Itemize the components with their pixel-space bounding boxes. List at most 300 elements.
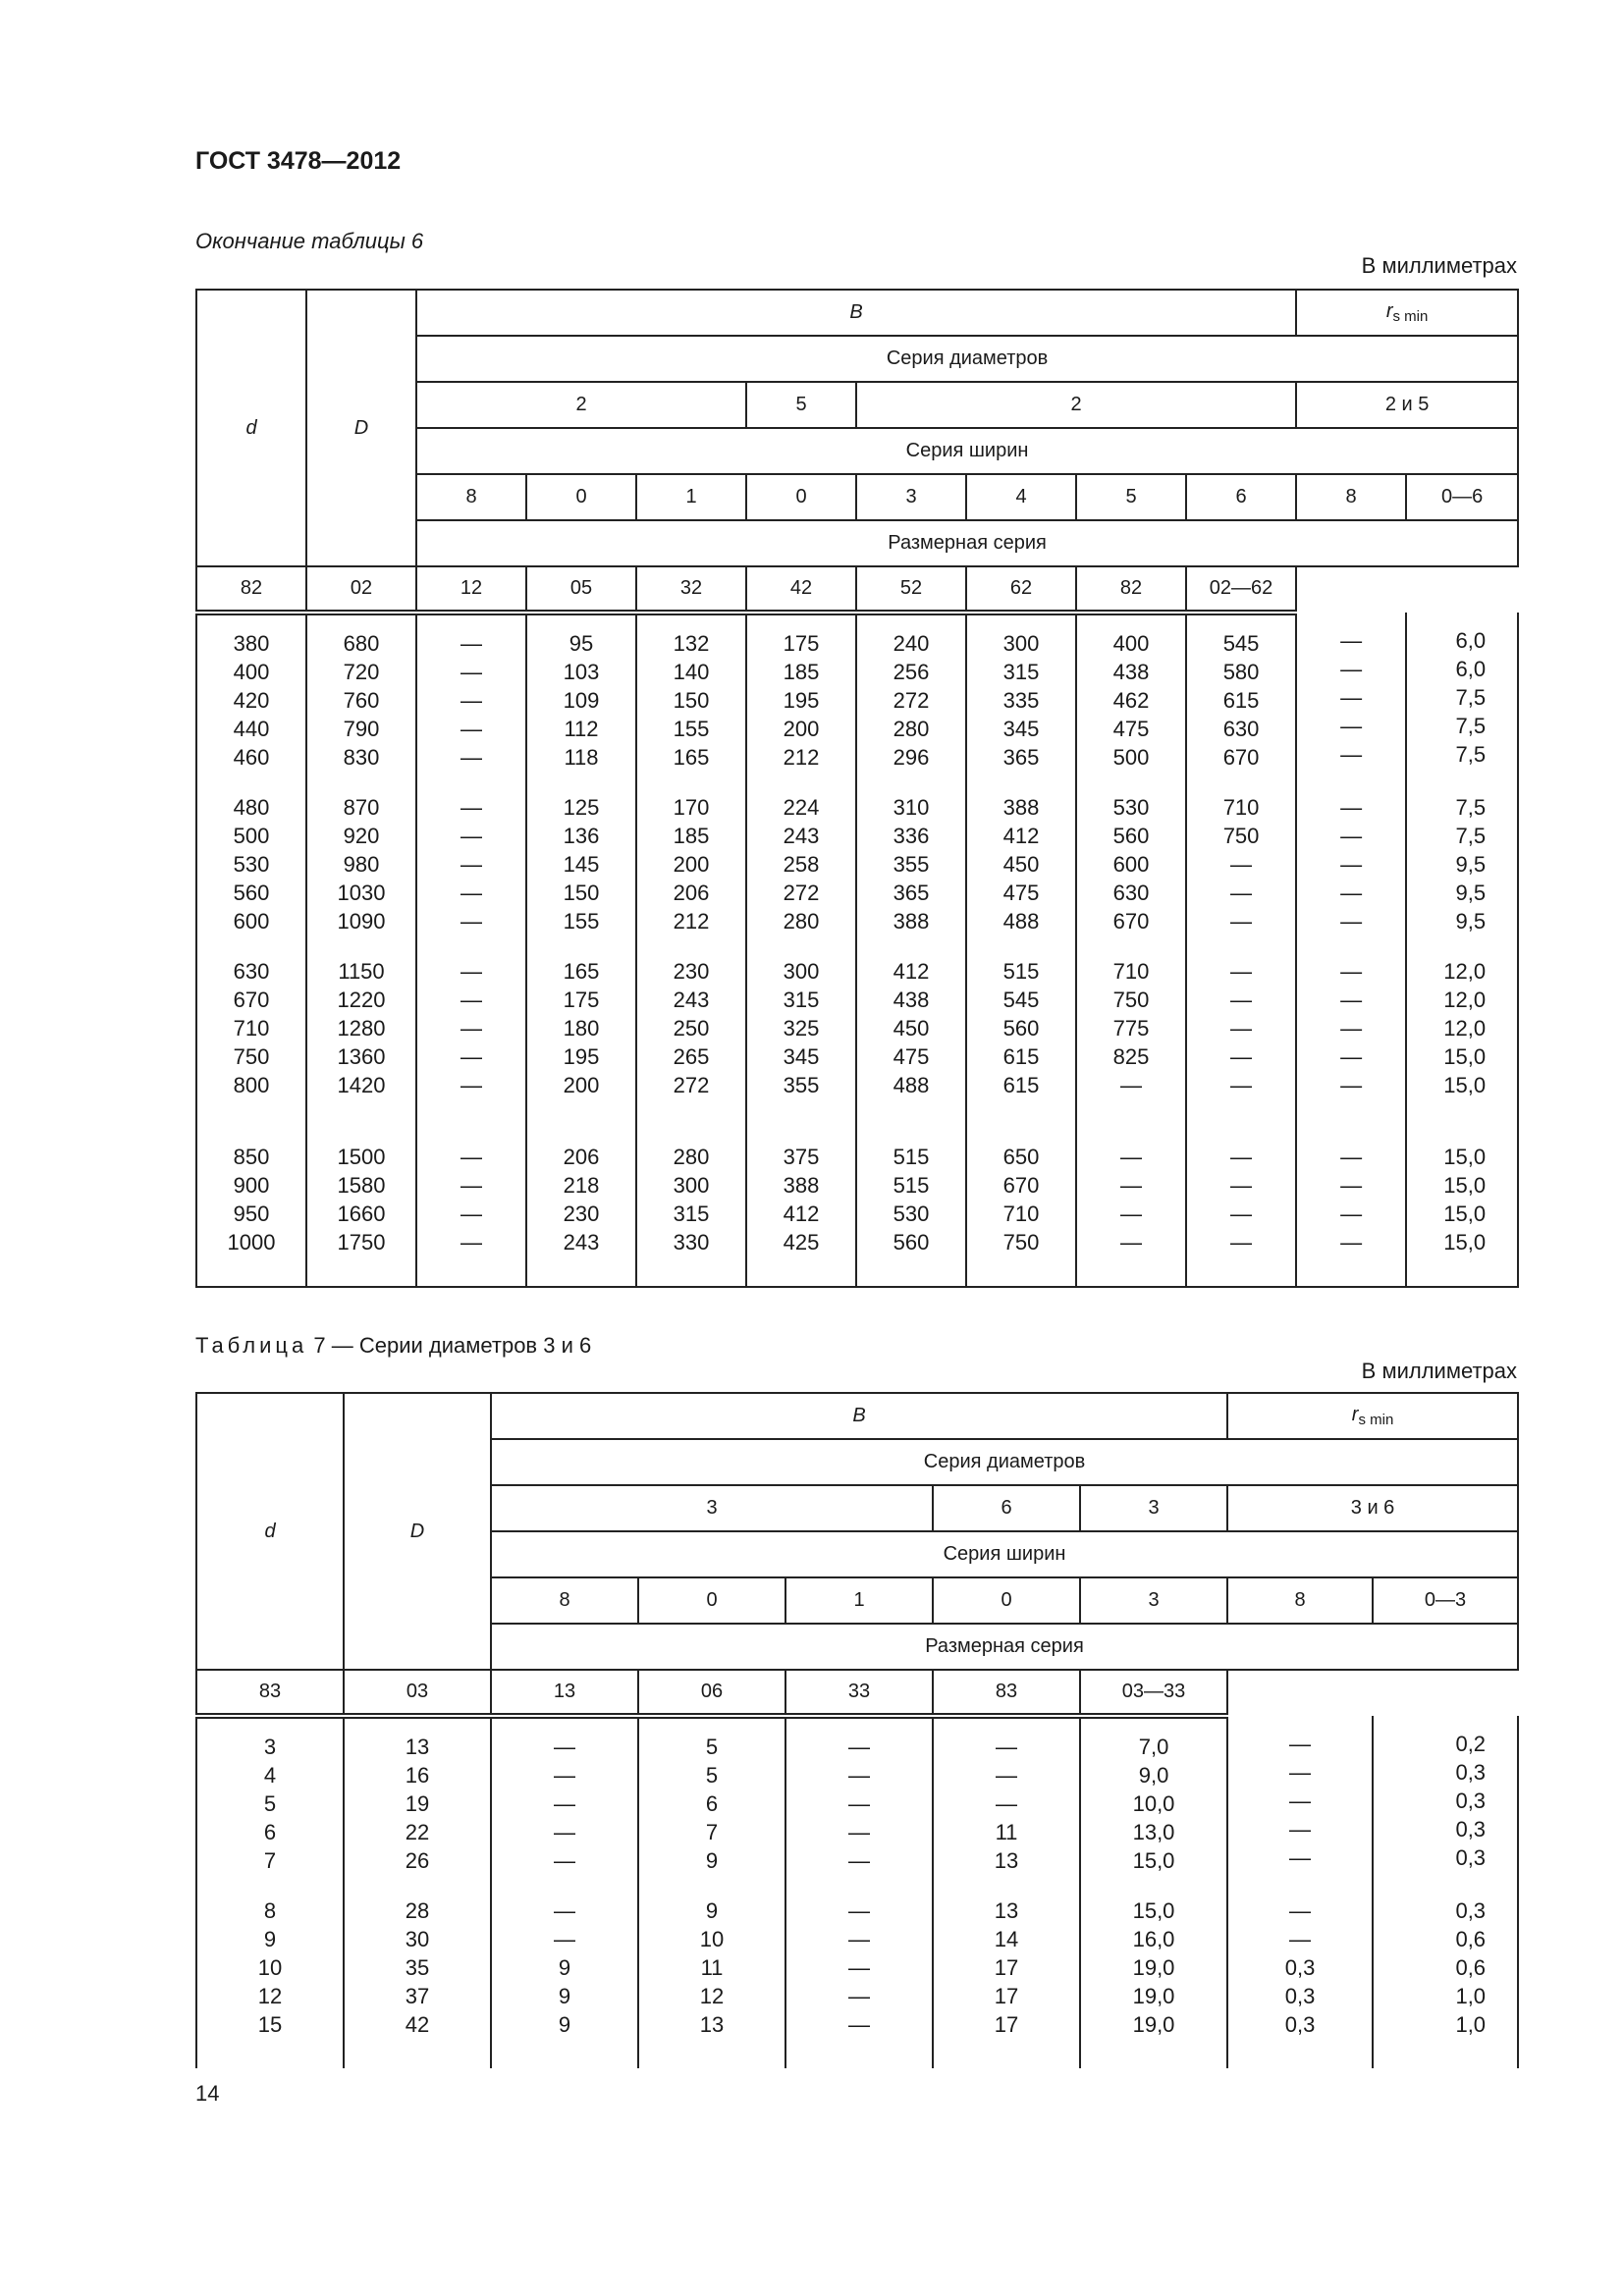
cell-value: 870 [343,795,380,820]
cell-value: — [1340,959,1363,984]
table7 [195,1392,1519,2068]
cell-value: 530 [233,852,270,877]
cell-value: 750 [1002,1230,1040,1255]
size-series-label: Размерная серия [491,1624,1518,1670]
cell-value: — [1340,714,1363,738]
cell-value: 12,0 [1443,1016,1487,1041]
diam-series-cell: 2 [856,382,1296,428]
cell-value: 10 [257,1955,283,1980]
table-cell [306,779,416,943]
cell-value: 1280 [337,1016,386,1041]
cell-value: 560 [233,881,270,905]
cell-value: 243 [783,824,820,848]
table-cell [196,779,306,943]
cell-value: — [1230,909,1253,934]
cell-value: 19,0 [1132,1984,1175,2008]
col-header-rs: $r_{s min}$ [1296,290,1518,336]
cell-value: 425 [783,1230,820,1255]
cell-value: 7,0 [1138,1735,1169,1759]
cell-value: 412 [893,959,930,984]
table-row-group [196,1716,1518,1883]
cell-value: 37 [405,1984,430,2008]
cell-value: 825 [1112,1044,1150,1069]
width-series-cell: 8 [1296,474,1406,520]
cell-value: — [1230,852,1253,877]
cell-value: 19 [405,1791,430,1816]
cell-value: 600 [1112,852,1150,877]
cell-value: 26 [405,1848,430,1873]
cell-value: — [1340,988,1363,1012]
cell-value: 17 [994,1984,1019,2008]
table-cell [856,779,966,943]
cell-value: 462 [1112,688,1150,713]
cell-value: — [848,1955,870,1980]
cell-value: — [1120,1073,1142,1097]
cell-value: 9,5 [1455,852,1487,877]
cell-value: 9 [705,1848,719,1873]
cell-value: 272 [673,1073,710,1097]
cell-value: — [996,1763,1017,1788]
cell-value: 365 [1002,745,1040,770]
cell-value: — [460,717,482,741]
cell-value: — [848,1984,870,2008]
table-cell [196,613,306,779]
cell-value: 240 [893,631,930,656]
cell-value: 420 [233,688,270,713]
cell-value: — [1120,1230,1142,1255]
cell-value: 1360 [337,1044,386,1069]
size-series-label: Размерная серия [416,520,1518,566]
cell-value: — [1340,852,1363,877]
table6-units: В миллиметрах [1361,253,1517,278]
table-cell [746,613,856,779]
table-cell [856,613,966,779]
size-series-cell: 03 [344,1670,491,1716]
cell-value: 165 [673,745,710,770]
cell-value: — [1230,1016,1253,1041]
cell-value: — [1340,909,1363,934]
col-header-d: d [196,1393,344,1670]
width-series-cell: 3 [1080,1577,1227,1624]
cell-value: — [996,1735,1017,1759]
cell-value: 315 [1002,660,1040,684]
cell-value: 1660 [337,1201,386,1226]
table-cell [1080,1716,1227,1883]
cell-value: 460 [233,745,270,770]
cell-value: 335 [1002,688,1040,713]
cell-value: 440 [233,717,270,741]
cell-value: 256 [893,660,930,684]
cell-value: 0,3 [1455,1789,1487,1813]
cell-value: 10,0 [1132,1791,1175,1816]
cell-value: 1000 [227,1230,276,1255]
cell-value: — [1230,1173,1253,1198]
cell-value: 300 [783,959,820,984]
cell-value: — [460,1230,482,1255]
col-header-B: B [491,1393,1227,1439]
cell-value: 365 [893,881,930,905]
cell-value: 35 [405,1955,430,1980]
cell-value: 6,0 [1455,657,1487,681]
cell-value: 450 [1002,852,1040,877]
cell-value: 560 [893,1230,930,1255]
cell-value: 325 [783,1016,820,1041]
cell-value: — [1340,1145,1363,1169]
size-series-cell: 52 [856,566,966,613]
cell-value: 680 [343,631,380,656]
cell-value: 272 [893,688,930,713]
cell-value: 112 [564,717,599,741]
cell-value: 412 [1002,824,1040,848]
cell-value: 375 [783,1145,820,1169]
cell-value: — [1230,1044,1253,1069]
table-cell [638,1883,785,2068]
page-number: 14 [195,2081,220,2106]
cell-value: 7,5 [1455,824,1487,848]
width-series-cell: 8 [491,1577,638,1624]
cell-value: 0,2 [1455,1732,1487,1756]
cell-value: 30 [405,1927,430,1951]
cell-value: 0,3 [1284,2012,1316,2037]
cell-value: 670 [1002,1173,1040,1198]
cell-value: — [848,1735,870,1759]
cell-value: — [1340,1230,1363,1255]
cell-value: 0,6 [1455,1955,1487,1980]
col-header-rs: $r_{s min}$ [1227,1393,1518,1439]
cell-value: 7 [705,1820,719,1844]
cell-value: 185 [783,660,820,684]
width-series-cell: 6 [1186,474,1296,520]
cell-value: 355 [893,852,930,877]
cell-value: 180 [563,1016,600,1041]
cell-value: 9 [558,1955,571,1980]
cell-value: 1750 [337,1230,386,1255]
cell-value: 1220 [337,988,386,1012]
cell-value: 330 [673,1230,710,1255]
size-series-cell: 83 [196,1670,344,1716]
cell-value: — [1230,1230,1253,1255]
cell-value: — [1120,1173,1142,1198]
cell-value: — [996,1791,1017,1816]
cell-value: 7,5 [1455,795,1487,820]
width-series-cell: 0 [638,1577,785,1624]
cell-value: — [460,959,482,984]
col-header-D: D [344,1393,491,1670]
col-header-B: B [416,290,1296,336]
cell-value: 19,0 [1132,2012,1175,2037]
cell-value: — [1230,959,1253,984]
cell-value: 1,0 [1455,1984,1487,2008]
size-series-cell: 42 [746,566,856,613]
table-cell [1406,779,1518,943]
cell-value: 15,0 [1132,1848,1175,1873]
cell-value: 140 [673,660,710,684]
cell-value: 310 [893,795,930,820]
cell-value: 272 [783,881,820,905]
cell-value: 800 [233,1073,270,1097]
table-row-group [196,943,1518,1107]
cell-value: 9 [263,1927,277,1951]
cell-value: 14 [994,1927,1019,1951]
cell-value: — [848,1791,870,1816]
cell-value: 15,0 [1443,1145,1487,1169]
cell-value: — [1289,1732,1312,1756]
table-cell [491,1883,638,2068]
cell-value: 560 [1112,824,1150,848]
cell-value: 200 [673,852,710,877]
cell-value: 0,3 [1455,1898,1487,1923]
cell-value: 125 [563,795,600,820]
cell-value: 380 [233,631,270,656]
size-series-cell: 06 [638,1670,785,1716]
cell-value: 388 [1002,795,1040,820]
width-series-label: Серия ширин [491,1531,1518,1577]
size-series-cell: 02 [306,566,416,613]
cell-value: 515 [1002,959,1040,984]
diam-series-cell: 2 [416,382,746,428]
cell-value: 300 [673,1173,710,1198]
cell-value: — [848,1927,870,1951]
width-series-cell: 0 [526,474,636,520]
cell-value: 8 [263,1898,277,1923]
cell-value: — [1289,1817,1312,1842]
cell-value: 145 [563,852,600,877]
table-cell [196,1883,344,2068]
table-cell [1296,1107,1406,1287]
table-cell [746,1107,856,1287]
cell-value: 500 [233,824,270,848]
cell-value: 1090 [337,909,386,934]
document-title: ГОСТ 3478—2012 [195,147,402,175]
cell-value: — [1340,742,1363,767]
table-cell [196,1107,306,1287]
width-series-cell: 5 [1076,474,1186,520]
table-cell [1186,613,1296,779]
cell-value: — [460,1201,482,1226]
cell-value: 515 [893,1173,930,1198]
cell-value: 412 [783,1201,820,1226]
cell-value: 980 [343,852,380,877]
cell-value: — [460,824,482,848]
cell-value: 0,3 [1455,1845,1487,1870]
cell-value: 760 [343,688,380,713]
cell-value: 12 [257,1984,283,2008]
cell-value: — [1120,1145,1142,1169]
cell-value: 4 [263,1763,277,1788]
table-cell [416,943,526,1107]
table-cell [1186,943,1296,1107]
cell-value: 5 [705,1763,719,1788]
cell-value: 630 [1222,717,1260,741]
cell-value: 15,0 [1443,1044,1487,1069]
diam-series-cell: 3 и 6 [1227,1485,1518,1531]
cell-value: 15,0 [1443,1230,1487,1255]
cell-value: 150 [673,688,710,713]
cell-value: 218 [563,1173,600,1198]
cell-value: 500 [1112,745,1150,770]
cell-value: 900 [233,1173,270,1198]
cell-value: 280 [893,717,930,741]
cell-value: 515 [893,1145,930,1169]
cell-value: — [848,1848,870,1873]
table-cell [746,779,856,943]
table-cell [1296,943,1406,1107]
cell-value: 475 [893,1044,930,1069]
cell-value: 530 [893,1201,930,1226]
width-series-cell: 0—3 [1373,1577,1518,1624]
cell-value: 15,0 [1443,1073,1487,1097]
size-series-cell: 02—62 [1186,566,1296,613]
cell-value: — [460,1044,482,1069]
cell-value: 230 [673,959,710,984]
col-header-D: D [306,290,416,566]
cell-value: — [460,660,482,684]
table-cell [966,613,1076,779]
size-series-cell: 32 [636,566,746,613]
cell-value: 250 [673,1016,710,1041]
cell-value: 175 [783,631,820,656]
cell-value: 580 [1222,660,1260,684]
cell-value: 615 [1002,1073,1040,1097]
cell-value: 150 [563,881,600,905]
cell-value: — [1340,1173,1363,1198]
table-cell [1373,1883,1518,2068]
cell-value: 630 [233,959,270,984]
cell-value: 103 [563,660,600,684]
diam-series-cell: 2 и 5 [1296,382,1518,428]
cell-value: 16,0 [1132,1927,1175,1951]
cell-value: 258 [783,852,820,877]
cell-value: 243 [673,988,710,1012]
cell-value: — [1120,1201,1142,1226]
size-series-cell: 82 [1076,566,1186,613]
cell-value: 9,5 [1455,881,1487,905]
table-cell [636,779,746,943]
cell-value: 850 [233,1145,270,1169]
cell-value: 300 [1002,631,1040,656]
cell-value: — [1230,881,1253,905]
table-cell [636,613,746,779]
size-series-cell: 03—33 [1080,1670,1227,1716]
table-cell [636,1107,746,1287]
table-cell [526,943,636,1107]
table-cell [416,779,526,943]
cell-value: — [460,881,482,905]
cell-value: 6 [263,1820,277,1844]
cell-value: 12,0 [1443,988,1487,1012]
cell-value: 9 [558,1984,571,2008]
size-series-cell: 82 [196,566,306,613]
cell-value: 775 [1112,1016,1150,1041]
cell-value: — [554,1735,575,1759]
table-cell [1227,1716,1373,1883]
cell-value: — [1340,824,1363,848]
table-cell [416,613,526,779]
table-cell [1373,1716,1518,1883]
cell-value: 9,0 [1138,1763,1169,1788]
cell-value: — [1340,685,1363,710]
table-cell [526,613,636,779]
cell-value: 790 [343,717,380,741]
cell-value: 9,5 [1455,909,1487,934]
cell-value: 7,5 [1455,742,1487,767]
size-series-cell: 12 [416,566,526,613]
cell-value: — [1340,1016,1363,1041]
size-series-cell: 13 [491,1670,638,1716]
cell-value: 109 [563,688,600,713]
width-series-cell: 3 [856,474,966,520]
size-series-cell: 33 [785,1670,933,1716]
cell-value: — [460,1145,482,1169]
cell-value: — [460,988,482,1012]
cell-value: 0,3 [1455,1760,1487,1785]
cell-value: 345 [1002,717,1040,741]
cell-value: 12,0 [1443,959,1487,984]
cell-value: 7 [263,1848,277,1873]
diam-series-cell: 5 [746,382,856,428]
cell-value: 3 [263,1735,277,1759]
cell-value: 710 [1002,1201,1040,1226]
cell-value: 15 [257,2012,283,2037]
cell-value: 224 [783,795,820,820]
cell-value: 212 [783,745,820,770]
table-cell [1080,1883,1227,2068]
cell-value: 0,3 [1284,1984,1316,2008]
width-series-cell: 0 [746,474,856,520]
cell-value: 438 [893,988,930,1012]
cell-value: 0,6 [1455,1927,1487,1951]
cell-value: — [460,745,482,770]
cell-value: 15,0 [1132,1898,1175,1923]
cell-value: 545 [1222,631,1260,656]
cell-value: 7,5 [1455,714,1487,738]
table-cell [1406,1107,1518,1287]
table-cell [416,1107,526,1287]
cell-value: — [460,1073,482,1097]
table-cell [1227,1883,1373,2068]
cell-value: — [460,1173,482,1198]
cell-value: 388 [783,1173,820,1198]
cell-value: 195 [563,1044,600,1069]
table7-caption: Таблица 7 — Серии диаметров 3 и 6 [195,1333,592,1358]
cell-value: 6 [705,1791,719,1816]
cell-value: — [1340,881,1363,905]
table-cell [638,1716,785,1883]
cell-value: — [554,1791,575,1816]
table-cell [306,613,416,779]
cell-value: 488 [1002,909,1040,934]
cell-value: 22 [405,1820,430,1844]
cell-value: 750 [233,1044,270,1069]
table-cell [785,1883,933,2068]
cell-value: 650 [1002,1145,1040,1169]
diam-series-cell: 3 [491,1485,933,1531]
cell-value: 206 [563,1145,600,1169]
cell-value: 5 [263,1791,277,1816]
cell-value: 750 [1222,824,1260,848]
cell-value: — [1289,1898,1312,1923]
size-series-cell: 83 [933,1670,1080,1716]
cell-value: 830 [343,745,380,770]
cell-value: 355 [783,1073,820,1097]
cell-value: — [1230,1201,1253,1226]
cell-value: — [554,1898,575,1923]
cell-value: 200 [563,1073,600,1097]
size-series-cell: 62 [966,566,1076,613]
cell-value: 265 [673,1044,710,1069]
table-cell [196,1716,344,1883]
cell-value: 230 [563,1201,600,1226]
